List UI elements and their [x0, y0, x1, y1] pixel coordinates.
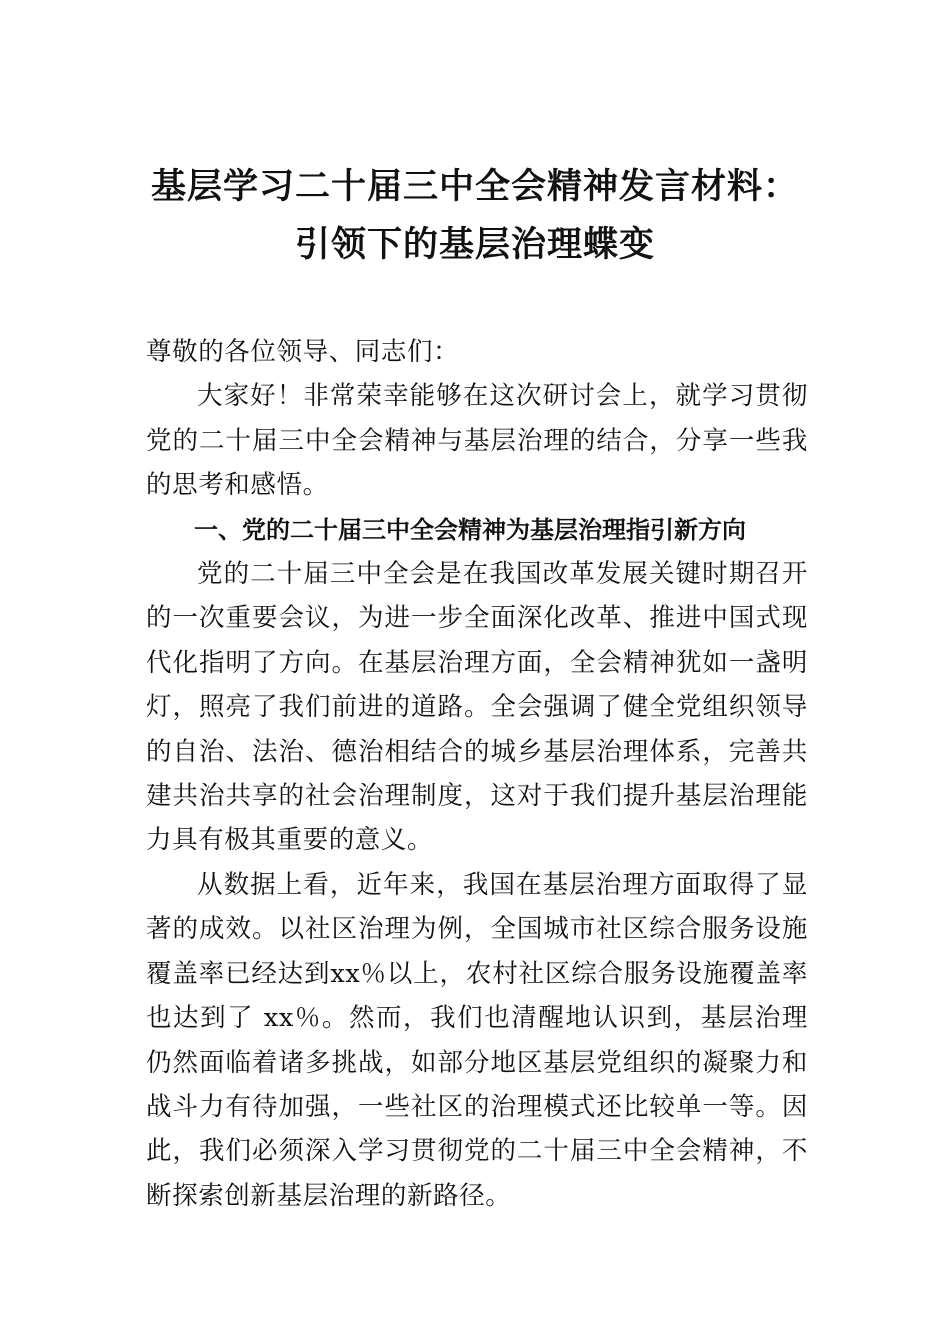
- title-line-1: 基层学习二十届三中全会精神发言材料：: [150, 166, 799, 207]
- section-heading-1: 一、党的二十届三中全会精神为基层治理指引新方向: [194, 515, 746, 544]
- document-body: [146, 330, 808, 1218]
- title-line-2: 引领下的基层治理蝶变: [294, 224, 655, 265]
- paragraph-section1-1: 党的二十届三中全会是在我国改革发展关键时期召开的一次重要会议，为进一步全面深化改革、推进中国式现代化指明了方向。在基层治理方面，全会精神犹如一盏明灯，照亮了我们前进的道路。全会强调了健全党组织领导的自治、法治、德治相结合的城乡基层治理体系，完善共建共治共享的社会治理制度，这对于我们提升基层治理能力具有极其重要的意义。: [146, 559, 808, 856]
- paragraph-section1-2: 从数据上看，近年来，我国在基层治理方面取得了显著的成效。以社区治理为例，全国城市社区综合服务设施覆盖率已经达到xx％以上，农村社区综合服务设施覆盖率也达到了 xx％。然而，我们也清醒地认识到，基层治理仍然面临着诸多挑战，如部分地区基层党组织的凝聚力和战斗力有待加强，一些社区的治理模式还比较单一等。因此，我们必须深入学习贯彻党的二十届三中全会精神，不断探索创新基层治理的新路径。: [146, 869, 808, 1211]
- paragraph-intro: 大家好！非常荣幸能够在这次研讨会上，就学习贯彻党的二十届三中全会精神与基层治理的结合，分享一些我的思考和感悟。: [146, 381, 808, 501]
- document-title: [100, 158, 850, 274]
- salutation: 尊敬的各位领导、同志们：: [146, 337, 460, 367]
